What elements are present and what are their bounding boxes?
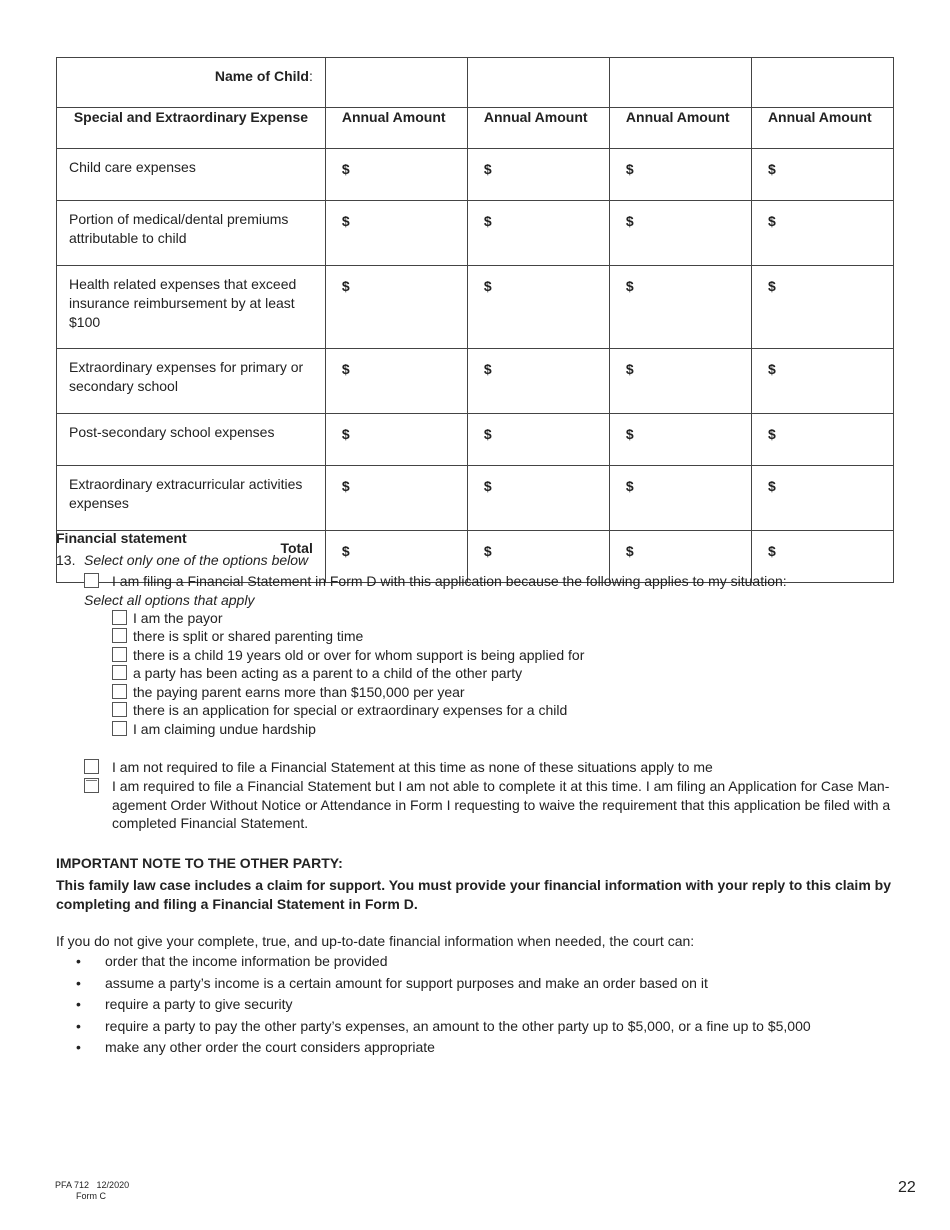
amount-field[interactable]: $ (751, 149, 893, 201)
amount-field[interactable]: $ (751, 349, 893, 414)
form-name: Form C (76, 1191, 106, 1201)
annual-amount-header: Annual Amount (467, 108, 609, 149)
table-row (57, 149, 894, 201)
list-item: • order that the income information be provided (56, 951, 811, 973)
child-name-row (57, 58, 894, 108)
amount-field[interactable]: $ (751, 266, 893, 349)
amount-field[interactable]: $ (467, 149, 609, 201)
child-name-field-4[interactable] (751, 58, 893, 108)
amount-field[interactable]: $ (751, 201, 893, 266)
filing-financial-statement-label: I am filing a Financial Statement in Form D with this application because the following applies to my situation: (112, 573, 787, 589)
amount-field[interactable]: $ (467, 466, 609, 531)
sub-option-label: there is an application for special or extraordinary expenses for a child (133, 702, 568, 718)
sub-option-label: there is a child 19 years old or over for whom support is being applied for (133, 647, 585, 663)
payor-checkbox[interactable] (112, 610, 127, 625)
expense-table (56, 57, 894, 583)
child-over-19-checkbox[interactable] (112, 647, 127, 662)
child-name-field-3[interactable] (609, 58, 751, 108)
amount-field[interactable]: $ (609, 149, 751, 201)
amount-field[interactable]: $ (609, 466, 751, 531)
bullet-icon: • (76, 1039, 81, 1056)
table-row (57, 201, 894, 266)
amount-field[interactable]: $ (609, 349, 751, 414)
amount-field[interactable]: $ (325, 414, 467, 466)
form-date: 12/2020 (96, 1180, 130, 1190)
name-of-child-label: Name of Child: (57, 58, 326, 108)
header-row (57, 108, 894, 149)
split-parenting-checkbox[interactable] (112, 628, 127, 643)
total-label: Total (57, 531, 326, 583)
acting-as-parent-checkbox[interactable] (112, 665, 127, 680)
list-item: • assume a party’s income is a certain amount for support purposes and make an order based on it (56, 973, 811, 995)
list-item: • require a party to give security (56, 994, 811, 1016)
financial-statement-title: Financial statement (56, 530, 187, 546)
question-instruction: Select only one of the options below (84, 552, 309, 568)
sub-option-label: the paying parent earns more than $150,000 per year (133, 684, 465, 700)
list-item: • make any other order the court considers appropriate (56, 1037, 811, 1059)
total-amount-field[interactable]: $ (325, 531, 467, 583)
amount-field[interactable]: $ (325, 149, 467, 201)
list-item: • require a party to pay the other party’s expenses, an amount to the other party up to $5,000, or a fine up to $5,000 (56, 1016, 811, 1038)
earns-over-150000-checkbox[interactable] (112, 684, 127, 699)
amount-field[interactable]: $ (751, 466, 893, 531)
bullet-icon: • (76, 974, 81, 991)
amount-field[interactable]: $ (467, 414, 609, 466)
unable-to-complete-line-1: I am required to file a Financial Statement but I am not able to complete it at this time. I am filing an Application for Case Man- (112, 778, 890, 794)
special-expenses-checkbox[interactable] (112, 702, 127, 717)
amount-field[interactable]: $ (467, 266, 609, 349)
annual-amount-header: Annual Amount (325, 108, 467, 149)
total-amount-field[interactable]: $ (609, 531, 751, 583)
amount-field[interactable]: $ (325, 201, 467, 266)
note-body-line-2: completing and filing a Financial Statement in Form D. (56, 896, 418, 912)
bullet-icon: • (76, 1017, 81, 1034)
court-can-intro: If you do not give your complete, true, and up-to-date financial information when needed, the court can: (56, 933, 695, 949)
form-code: PFA 712 (55, 1180, 90, 1190)
unable-to-complete-line-2: agement Order Without Notice or Attendance in Form I requesting to waive the requirement that this application be filed with a (112, 796, 891, 813)
unable-to-complete-line-3: completed Financial Statement. (112, 815, 309, 831)
expense-label: Child care expenses (57, 149, 326, 201)
not-required-checkbox[interactable] (84, 759, 99, 774)
sub-instruction: Select all options that apply (84, 592, 255, 608)
filing-financial-statement-checkbox[interactable] (84, 573, 99, 588)
table-row (57, 349, 894, 414)
annual-amount-header: Annual Amount (751, 108, 893, 149)
expense-label: Health related expenses that exceed insurance reimbursement by at least $100 (57, 266, 326, 349)
total-amount-field[interactable]: $ (751, 531, 893, 583)
amount-field[interactable]: $ (751, 414, 893, 466)
important-note-title: IMPORTANT NOTE TO THE OTHER PARTY: (56, 855, 343, 871)
bullet-icon: • (76, 953, 81, 969)
table-row (57, 266, 894, 349)
expense-column-header: Special and Extraordinary Expense (57, 108, 326, 149)
page-number: 22 (898, 1179, 916, 1196)
child-name-field-1[interactable] (325, 58, 467, 108)
amount-field[interactable]: $ (609, 201, 751, 266)
table-row (57, 414, 894, 466)
sub-option-label: a party has been acting as a parent to a child of the other party (133, 665, 523, 681)
expense-label: Post-secondary school expenses (57, 414, 326, 466)
sub-option-label: I am claiming undue hardship (133, 721, 316, 737)
important-note-body (56, 876, 896, 914)
amount-field[interactable]: $ (467, 201, 609, 266)
child-name-field-2[interactable] (467, 58, 609, 108)
expense-label: Extraordinary expenses for primary or secondary school (57, 349, 326, 414)
amount-field[interactable]: $ (467, 349, 609, 414)
not-required-label: I am not required to file a Financial Statement at this time as none of these situations apply to me (112, 759, 713, 775)
court-powers-list (56, 951, 811, 1059)
annual-amount-header: Annual Amount (609, 108, 751, 149)
amount-field[interactable]: $ (325, 349, 467, 414)
bullet-icon: • (76, 996, 81, 1013)
amount-field[interactable]: $ (325, 466, 467, 531)
amount-field[interactable]: $ (609, 414, 751, 466)
amount-field[interactable]: $ (609, 266, 751, 349)
form-footer (55, 1180, 129, 1202)
sub-option-label: I am the payor (133, 610, 223, 626)
question-number: 13. (56, 552, 76, 568)
undue-hardship-checkbox[interactable] (112, 721, 127, 736)
total-amount-field[interactable]: $ (467, 531, 609, 583)
expense-label: Portion of medical/dental premiums attributable to child (57, 201, 326, 266)
sub-option-label: there is split or shared parenting time (133, 628, 364, 644)
unable-to-complete-checkbox[interactable] (84, 778, 99, 793)
amount-field[interactable]: $ (325, 266, 467, 349)
table-row (57, 466, 894, 531)
note-body-line-1: This family law case includes a claim for support. You must provide your financial information with your reply to this claim by (56, 877, 891, 893)
expense-label: Extraordinary extracurricular activities expenses (57, 466, 326, 531)
